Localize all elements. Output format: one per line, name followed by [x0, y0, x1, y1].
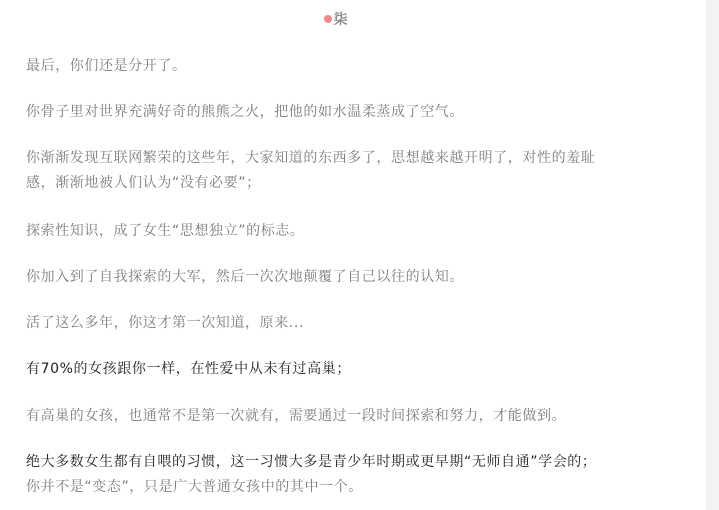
section-number: 柒 — [333, 12, 349, 28]
paragraph-6: 活了这么多年，你这才第一次知道，原来... — [26, 315, 304, 331]
accent-dot-icon — [324, 15, 332, 23]
paragraph-7: 有70%的女孩跟你一样，在性爱中从未有过高巢； — [26, 361, 351, 377]
section-heading — [0, 9, 672, 31]
paragraph-9-line-1: 绝大多数女生都有自喂的习惯，这一习惯大多是青少年时期或更早期“无师自通”学会的； — [26, 454, 597, 470]
paragraph-3 — [26, 146, 676, 196]
paragraph-3-line-2: 感，渐渐地被人们认为“没有必要”； — [26, 175, 261, 191]
paragraph-9-line-2: 你并不是“变态”，只是广大普通女孩中的其中一个。 — [26, 479, 363, 495]
paragraph-4: 探索性知识，成了女生“思想独立”的标志。 — [26, 223, 305, 239]
paragraph-5: 你加入到了自我探索的大军，然后一次次地颠覆了自己以往的认知。 — [26, 269, 464, 285]
scrollbar-track[interactable] — [706, 0, 719, 510]
paragraph-1: 最后，你们还是分开了。 — [26, 58, 187, 74]
paragraph-3-line-1: 你渐渐发现互联网繁荣的这些年，大家知道的东西多了，思想越来越开明了，对性的羞耻 — [26, 150, 596, 166]
paragraph-8: 有高巢的女孩，也通常不是第一次就有，需要通过一段时间探索和努力，才能做到。 — [26, 408, 567, 424]
paragraph-9 — [26, 450, 676, 500]
paragraph-2: 你骨子里对世界充满好奇的熊熊之火，把他的如水温柔蒸成了空气。 — [26, 104, 464, 120]
